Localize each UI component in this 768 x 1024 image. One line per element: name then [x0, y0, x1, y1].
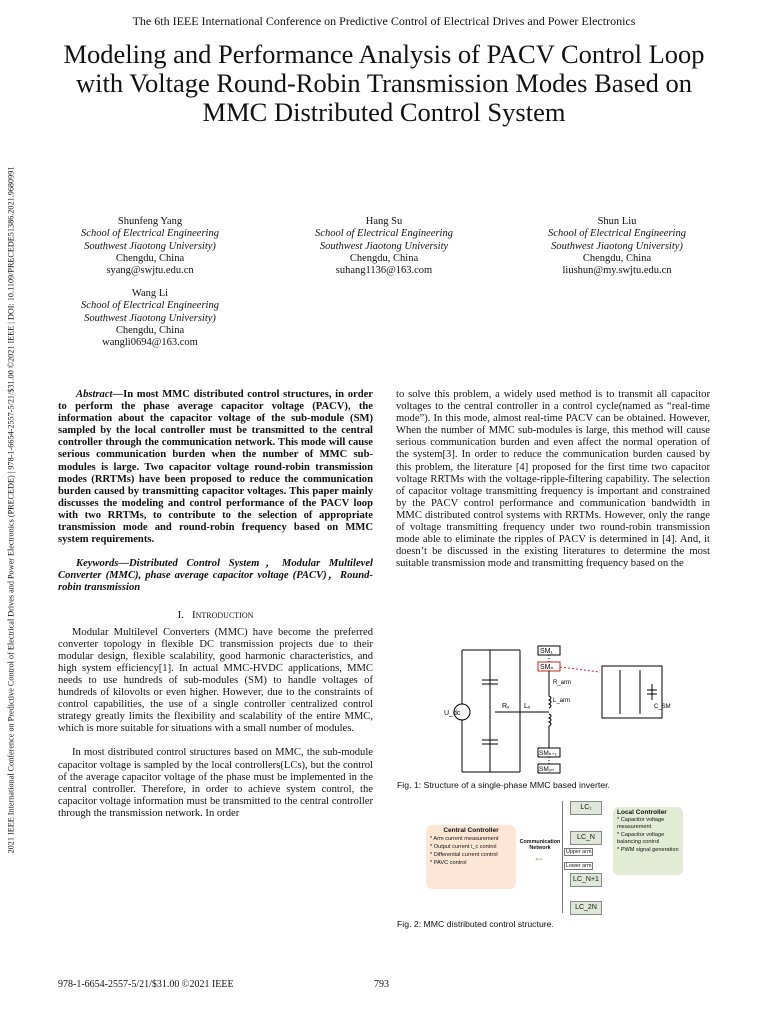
local-controller-box [613, 807, 683, 875]
author-email[interactable]: wangli0694@163.com [102, 337, 198, 349]
abstract-body: In most MMC distributed control structures, in order to perform the phase average capacitor voltage (PACV), the information about the capacitor voltage of the sub-module (SM) sampled by the local controller must be transmitted to the central controller through the communication network. This mode will cause serious communication burden when the number of MMC sub-modules is large. Two capacitor voltage round-robin transmission modes (RRTMs) have been proposed to reduce the communication burden caused by transmitting capacitor voltages. This paper mainly discusses the modeling and control performance of the PACV loop with two RRTMs, to contribute to the selection of appropriate transmission mode and round-robin frequency based on MMC system requirements. [58, 389, 373, 546]
author-university: Southwest Jiaotong University) [84, 312, 216, 324]
author-block-3 [517, 216, 717, 277]
abstract-label: Abstract [76, 389, 113, 400]
author-city: Chengdu, China [115, 324, 185, 336]
author-email[interactable]: liushun@my.swjtu.edu.cn [562, 265, 672, 277]
figure-1-mmc-circuit [440, 642, 685, 778]
udc-label: U_dc [444, 710, 461, 717]
local-item: * Capacitor voltage balancing control [617, 831, 665, 845]
doi-sidebar-text: 2021 IEEE International Conference on Predictive Control of Electrical Drives and Power Electronics (PRECEDE) | 978-1-6654-2557-5/21/$31.00 ©2021 IEEE | DOI: 10.1109/PRECEDE51386.2021.9680991 [6, 166, 16, 854]
right-column [396, 389, 710, 570]
author-affiliation: School of Electrical Engineering [81, 228, 219, 240]
central-item: * Output current i_c control [430, 844, 497, 850]
central-item: * Arm current measurement [430, 836, 499, 842]
sm2n-label: SM₂ₙ [539, 766, 554, 773]
figure-2-caption: Fig. 2: MMC distributed control structure. [397, 919, 554, 929]
double-arrow-icon: ⇔ [533, 851, 545, 865]
author-block-4 [50, 288, 250, 349]
lc-box-2n: LC_2N [570, 901, 602, 915]
upper-arm-label: Upper arm [566, 849, 592, 855]
lc-box-n: LC_N [570, 831, 602, 845]
csm-label: C_SM [654, 704, 671, 710]
author-email[interactable]: suhang1136@163.com [335, 265, 433, 277]
author-name: Wang Li [131, 288, 169, 299]
author-university: Southwest Jiaotong University) [84, 240, 216, 252]
section-title: Introduction [192, 608, 254, 621]
lc-box-n1: LC_N+1 [570, 873, 602, 887]
abstract-dash: — [112, 389, 124, 400]
author-affiliation: School of Electrical Engineering [548, 228, 686, 240]
arms-bracket [562, 801, 607, 913]
author-name: Hang Su [365, 216, 403, 227]
lc-box-1: LC₁ [570, 801, 602, 815]
author-name: Shun Liu [597, 216, 637, 227]
central-item: * PAVC control [430, 860, 467, 866]
author-email[interactable]: syang@swjtu.edu.cn [106, 265, 194, 277]
sm1-label: SM₁ [540, 648, 553, 655]
author-city: Chengdu, China [115, 252, 185, 264]
left-column [58, 389, 373, 820]
author-affiliation: School of Electrical Engineering [315, 228, 453, 240]
section-heading-introduction [58, 609, 373, 621]
central-controller-title: Central Controller [443, 827, 499, 834]
keywords-paragraph: Keywords—Distributed Control System，Modular Multilevel Converter (MMC), phase average capacitor voltage (PACV)，Round-robin transmission [58, 558, 373, 594]
local-controller-title: Local Controller [617, 809, 667, 816]
right-column-paragraph: to solve this problem, a widely used method is to transmit all capacitor voltages to the central controller in a control cycle(named as “real-time mode”). In this mode, almost real-time PACV can be obtained. However, When the number of MMC sub-modules is large, this method will cause serious communication burden and even affect the normal operation of the system[3]. In order to reduce the communication burden caused by this problem, the literature [4] proposed for the first time two capacitor voltage RRTMs with the voltage-ripple-filtering capability. The selection of capacitor voltage transmitting frequency is important and constrained by the PACV control performance and communication bandwidth in MMC distributed control systems with RRTMs. However, only the range of voltage transmitting frequency under two round-robin transmission mode able to eliminate the ripples of PACV is determined in [4]. And, it doesn’t be discussed in the existing literatures to determine the most suitable transmission mode and transmitting frequency based on the [396, 389, 710, 570]
author-affiliation: School of Electrical Engineering [81, 300, 219, 312]
central-item: * Differential current control [430, 852, 498, 858]
author-block-2 [284, 216, 484, 277]
author-name: Shunfeng Yang [117, 216, 183, 227]
author-university: Southwest Jiaotong University) [551, 240, 683, 252]
rx-label: Rₓ [502, 703, 510, 710]
central-controller-box [426, 825, 516, 889]
author-city: Chengdu, China [582, 252, 652, 264]
intro-paragraph-1: Modular Multilevel Converters (MMC) have become the preferred converter topology in flexible DC transmission projects due to their modular design, flexible scalability, good harmonic characteristics, and high system efficiency[1]. In actual MMC-HVDC applications, MMC needs to use hundreds of sub-modules (SM) to handle voltages of hundreds of kilovolts or even higher. However, due to the constraints of control capabilities, the use of a single controller centralized control strategy greatly limits the flexibility and scalability of the entire MMC, which is more suitable for situations with a small number of modules. [58, 626, 373, 735]
abstract-paragraph [58, 389, 373, 546]
rarm-label: R_arm [553, 680, 572, 686]
author-block-1 [50, 216, 250, 277]
smn-label: SMₙ [540, 664, 554, 671]
section-number: I. [177, 608, 184, 621]
footer-isbn: 978-1-6654-2557-5/21/$31.00 ©2021 IEEE [58, 979, 234, 990]
local-item: * Capacitor voltage measurement [617, 816, 665, 830]
figure-1-caption: Fig. 1: Structure of a single-phase MMC based inverter. [397, 780, 610, 790]
intro-paragraph-2: In most distributed control structures based on MMC, the sub-module capacitor voltage is sampled by the local controllers(LCs), but the control of the average capacitor voltage of the phase must be implemented in the central controller. Therefore, in order to achieve system control, the capacitor voltage information must be transmitted to the central controller through the transmission network. In order [58, 747, 373, 819]
lx-label: Lₓ [524, 703, 531, 710]
page-number: 793 [374, 979, 389, 990]
figure-2-control-structure [420, 799, 686, 917]
author-university: Southwest Jiaotong University [319, 240, 449, 252]
author-city: Chengdu, China [349, 252, 419, 264]
conference-header: The 6th IEEE International Conference on Predictive Control of Electrical Drives and Power Electronics [132, 14, 636, 28]
doi-sidebar [0, 100, 22, 920]
lower-arm-label: Lower arm [566, 863, 592, 869]
local-item: * PWM signal generation [617, 846, 679, 853]
paper-title: Modeling and Performance Analysis of PACV Control Loop with Voltage Round-Robin Transmission Modes Based on MMC Distributed Control System [63, 39, 705, 127]
larm-label: L_arm [553, 698, 571, 704]
smn1-label: SMₙ₊₁ [539, 750, 557, 757]
network-label: Communication Network [519, 839, 561, 851]
